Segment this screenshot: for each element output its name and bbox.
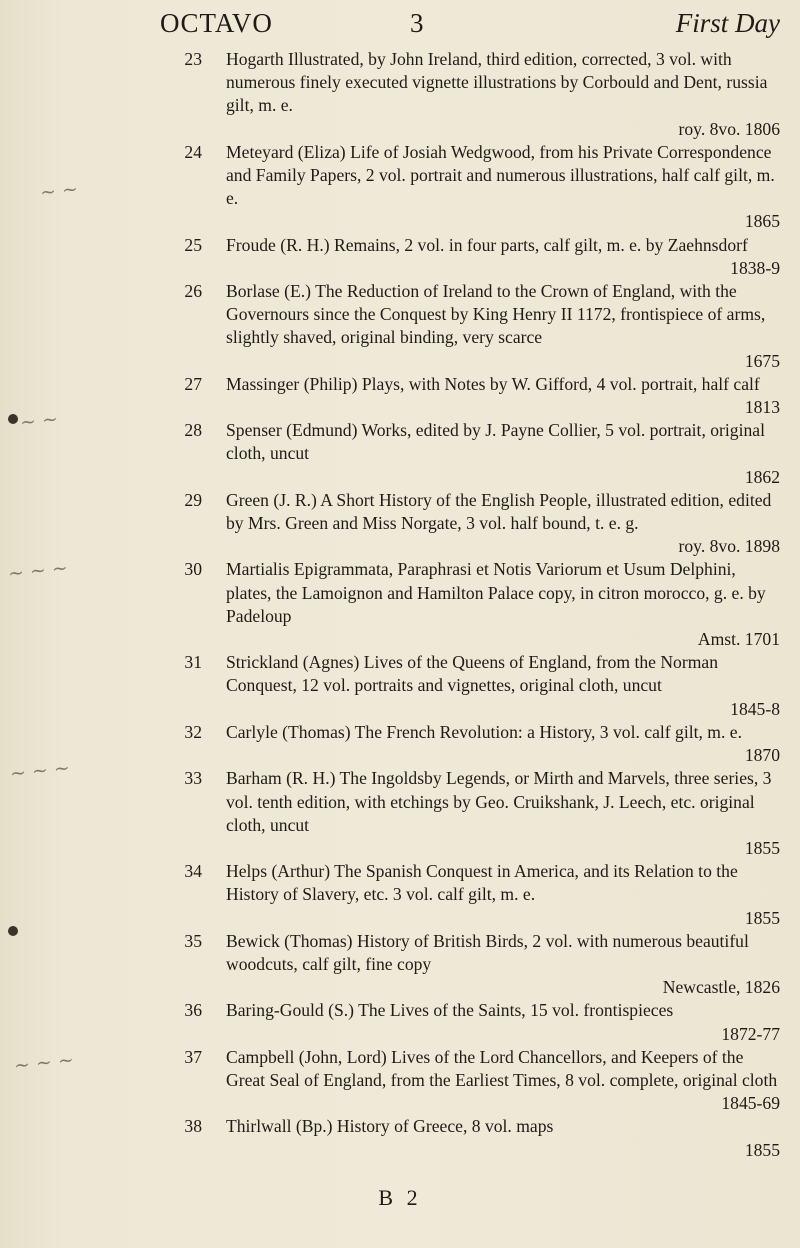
lot-list <box>160 48 780 1162</box>
lot-description: Hogarth Illustrated, by John Ireland, third edition, corrected, 3 vol. with numerous finely executed vignette illustrations by Corbould and Dent, russia gilt, m. e. <box>226 49 768 116</box>
margin-dot-mark <box>8 926 18 936</box>
lot-date-imprint: 1845-69 <box>721 1093 780 1114</box>
running-head-sale-day: First Day <box>675 8 780 38</box>
lot-entry <box>160 1046 780 1116</box>
lot-date-imprint: Amst. 1701 <box>697 629 780 650</box>
running-head <box>160 8 780 44</box>
lot-number: 32 <box>184 721 202 742</box>
lot-number: 29 <box>184 489 202 510</box>
lot-date-imprint: 1675 <box>744 350 780 371</box>
pencil-scribble: ~ ~ <box>38 178 79 204</box>
lot-entry <box>160 767 780 860</box>
pencil-scribble: ~ ~ <box>18 408 59 434</box>
signature-mark: B 2 <box>378 1185 422 1210</box>
lot-description: Borlase (E.) The Reduction of Ireland to the Crown of England, with the Governours since the Conquest by King Henry II 1172, frontispiece of arms, slightly shaved, original binding, very scarce <box>226 281 766 348</box>
lot-entry <box>160 141 780 234</box>
lot-entry <box>160 860 780 930</box>
lot-entry <box>160 489 780 559</box>
lot-description: Carlyle (Thomas) The French Revolution: a History, 3 vol. calf gilt, m. e. <box>226 721 742 742</box>
lot-number: 35 <box>184 930 202 951</box>
pencil-scribble: ~ ~ ~ <box>9 756 71 786</box>
lot-number: 24 <box>184 141 202 162</box>
lot-number: 38 <box>184 1116 202 1137</box>
lot-number: 34 <box>184 861 202 882</box>
lot-date-imprint: 1838-9 <box>730 257 780 278</box>
lot-number: 25 <box>184 234 202 255</box>
lot-date-imprint: 1845-8 <box>730 698 780 719</box>
lot-description: Meteyard (Eliza) Life of Josiah Wedgwood, from his Private Correspondence and Family Papers, 2 vol. portrait and numerous illustrations, half calf gilt, m. e. <box>226 141 775 209</box>
lot-description: Green (J. R.) A Short History of the English People, illustrated edition, edited by Mrs. Green and Miss Norgate, 3 vol. half bound, t. e. g. <box>226 489 772 534</box>
handwritten-margin-annotations <box>0 0 160 1248</box>
lot-number: 31 <box>184 652 202 673</box>
lot-entry <box>160 373 780 419</box>
lot-date-imprint: 1872-77 <box>721 1023 780 1044</box>
running-head-format: OCTAVO <box>160 8 273 38</box>
lot-date-imprint: 1870 <box>744 745 780 766</box>
lot-entry <box>160 280 780 373</box>
pencil-scribble: ~ ~ ~ <box>13 1048 75 1078</box>
lot-description: Helps (Arthur) The Spanish Conquest in America, and its Relation to the History of Slavery, etc. 3 vol. calf gilt, m. e. <box>226 861 738 905</box>
pencil-scribble: ~ ~ ~ <box>7 556 69 586</box>
lot-number: 30 <box>184 559 202 580</box>
lot-description: Barham (R. H.) The Ingoldsby Legends, or Mirth and Marvels, three series, 3 vol. tenth edition, with etchings by Geo. Cruikshank, J. Leech, etc. original cloth, uncut <box>226 768 772 835</box>
margin-dot-mark <box>8 414 18 424</box>
lot-number: 36 <box>184 1000 202 1021</box>
lot-number: 37 <box>184 1046 202 1067</box>
lot-entry <box>160 721 780 767</box>
lot-description: Baring-Gould (S.) The Lives of the Saints, 15 vol. frontispieces <box>226 1000 674 1021</box>
lot-description: Massinger (Philip) Plays, with Notes by W. Gifford, 4 vol. portrait, half calf <box>226 373 760 394</box>
lot-date-imprint: Newcastle, 1826 <box>662 977 780 998</box>
lot-description: Froude (R. H.) Remains, 2 vol. in four parts, calf gilt, m. e. by Zaehnsdorf <box>226 234 748 255</box>
lot-date-imprint: 1862 <box>744 466 780 487</box>
lot-entry <box>160 419 780 489</box>
lot-number: 28 <box>184 420 202 441</box>
lot-entry <box>160 48 780 141</box>
lot-entry <box>160 1115 780 1161</box>
lot-date-imprint: roy. 8vo. 1898 <box>678 536 780 557</box>
lot-description: Strickland (Agnes) Lives of the Queens of England, from the Norman Conquest, 12 vol. portraits and vignettes, original cloth, uncut <box>226 652 719 696</box>
lot-entry <box>160 930 780 1000</box>
lot-number: 33 <box>184 768 202 789</box>
page-number: 3 <box>410 8 424 38</box>
lot-entry <box>160 558 780 651</box>
lot-description: Spenser (Edmund) Works, edited by J. Payne Collier, 5 vol. portrait, original cloth, uncut <box>226 420 765 464</box>
lot-date-imprint: 1855 <box>744 837 780 858</box>
lot-date-imprint: roy. 8vo. 1806 <box>678 118 780 139</box>
lot-description: Thirlwall (Bp.) History of Greece, 8 vol. maps <box>226 1116 554 1137</box>
lot-entry <box>160 651 780 721</box>
lot-date-imprint: 1855 <box>744 907 780 928</box>
lot-date-imprint: 1813 <box>744 397 780 418</box>
lot-entry <box>160 234 780 280</box>
lot-date-imprint: 1865 <box>744 211 780 232</box>
lot-description: Bewick (Thomas) History of British Birds, 2 vol. with numerous beautiful woodcuts, calf gilt, fine copy <box>226 930 749 974</box>
lot-number: 27 <box>184 373 202 394</box>
lot-description: Martialis Epigrammata, Paraphrasi et Notis Variorum et Usum Delphini, plates, the Lamoignon and Hamilton Palace copy, in citron morocco, g. e. by Padeloup <box>226 559 766 626</box>
lot-entry <box>160 999 780 1045</box>
lot-number: 26 <box>184 281 202 302</box>
lot-description: Campbell (John, Lord) Lives of the Lord Chancellors, and Keepers of the Great Seal of England, from the Earliest Times, 8 vol. complete, original cloth <box>226 1046 778 1090</box>
lot-date-imprint: 1855 <box>744 1139 780 1160</box>
lot-number: 23 <box>184 49 202 69</box>
